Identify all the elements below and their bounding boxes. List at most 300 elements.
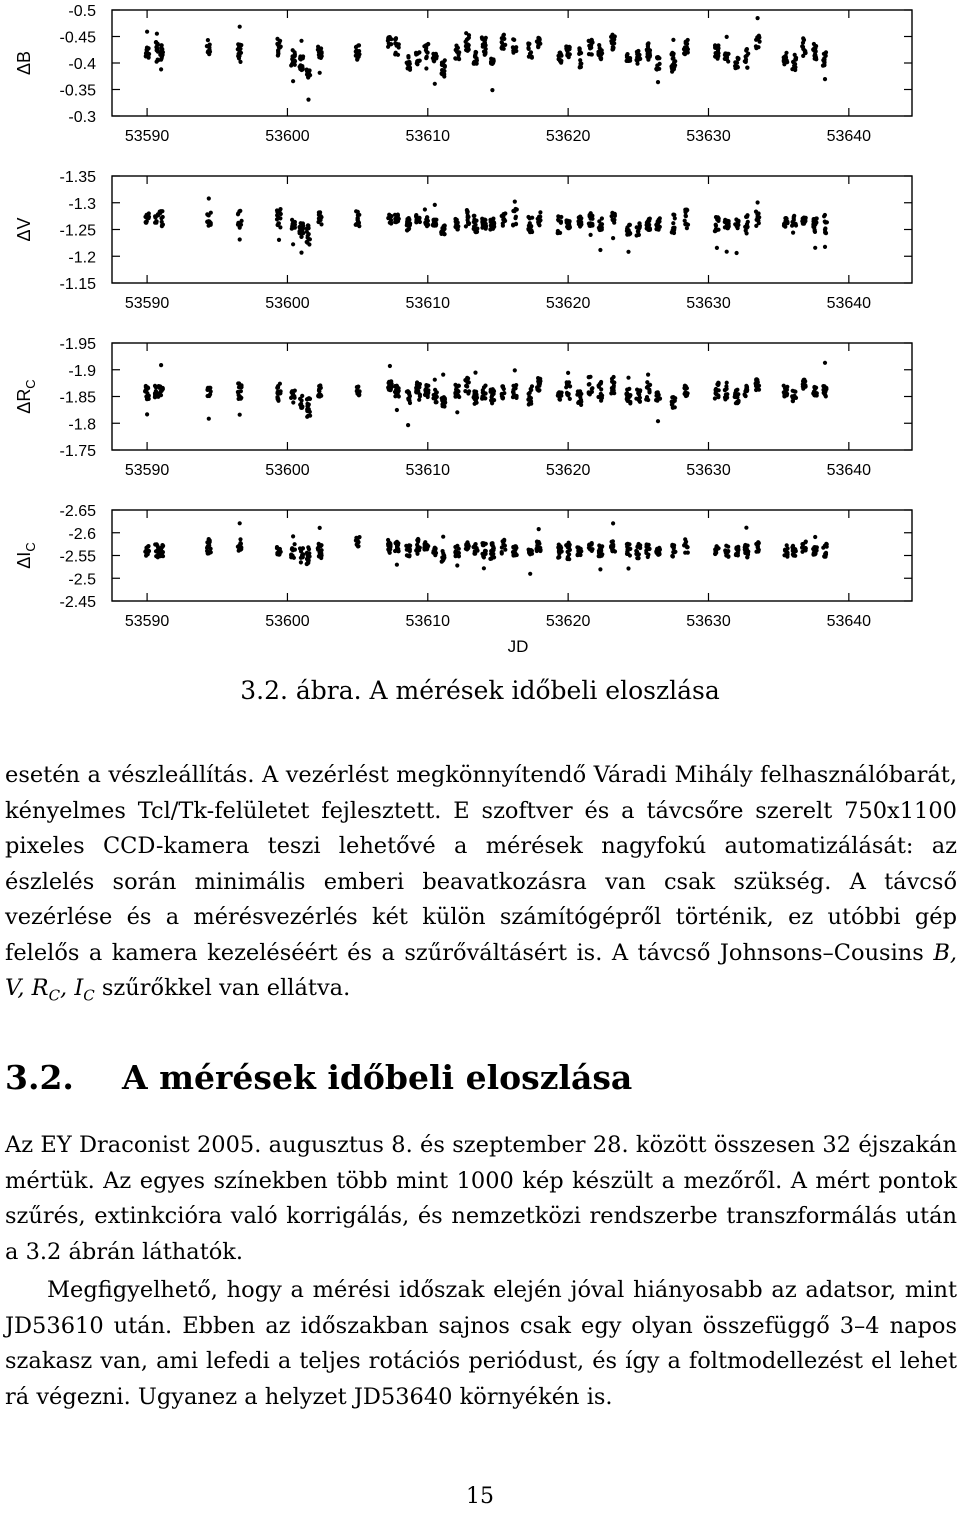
- data-point: [735, 222, 739, 226]
- data-point: [625, 552, 629, 556]
- panel-delta-v: [14, 169, 912, 312]
- data-point: [635, 550, 639, 554]
- filter-subscript-2: C: [83, 986, 95, 1005]
- data-point: [455, 50, 459, 54]
- data-point: [824, 54, 828, 58]
- data-point: [463, 389, 467, 393]
- data-point: [299, 235, 303, 239]
- data-point: [791, 546, 795, 550]
- data-point: [754, 542, 758, 546]
- data-point: [558, 398, 562, 402]
- data-point: [161, 554, 165, 558]
- data-point: [725, 35, 729, 39]
- data-point: [538, 210, 542, 214]
- data-point: [289, 553, 293, 557]
- panel-delta-ic: [14, 503, 912, 630]
- data-point: [530, 216, 534, 220]
- data-point: [511, 553, 515, 557]
- data-point: [293, 58, 297, 62]
- data-point: [489, 220, 493, 224]
- filters-text-2: , I: [60, 975, 84, 1001]
- data-point: [590, 549, 594, 553]
- y-axis-label-subscript: C: [23, 379, 38, 389]
- data-point: [276, 386, 280, 390]
- data-point: [389, 386, 393, 390]
- data-point: [648, 48, 652, 52]
- data-point: [207, 417, 211, 421]
- data-point: [481, 217, 485, 221]
- data-point: [793, 53, 797, 57]
- data-point: [527, 42, 531, 46]
- x-tick-label: 53590: [124, 295, 170, 312]
- y-axis-label-band: B: [14, 50, 34, 63]
- data-point: [423, 207, 427, 211]
- data-point: [433, 82, 437, 86]
- y-tick-label: -2.65: [59, 503, 96, 520]
- data-point: [744, 58, 748, 62]
- data-point: [147, 397, 151, 401]
- data-point: [513, 200, 517, 204]
- data-point: [500, 392, 504, 396]
- data-point: [484, 36, 488, 40]
- data-point: [407, 390, 411, 394]
- data-point: [646, 58, 650, 62]
- data-point: [207, 48, 211, 52]
- data-point: [355, 385, 359, 389]
- data-point: [442, 74, 446, 78]
- data-point: [635, 225, 639, 229]
- data-point: [587, 382, 591, 386]
- data-point: [733, 393, 737, 397]
- data-point: [727, 219, 731, 223]
- data-point: [526, 215, 530, 219]
- data-point: [590, 223, 594, 227]
- data-point: [290, 547, 294, 551]
- data-point: [424, 66, 428, 70]
- x-tick-label: 53640: [826, 295, 872, 312]
- data-point: [724, 553, 728, 557]
- data-point: [527, 550, 531, 554]
- data-point: [475, 56, 479, 60]
- y-axis-label: [14, 51, 34, 75]
- filter-subscript-1: C: [48, 986, 61, 1005]
- y-axis-label: [14, 542, 38, 568]
- data-point: [726, 545, 730, 549]
- data-point: [319, 218, 323, 222]
- data-point: [206, 551, 210, 555]
- data-point: [636, 230, 640, 234]
- data-point: [579, 65, 583, 69]
- data-point: [744, 526, 748, 530]
- data-point: [483, 549, 487, 553]
- data-point: [484, 222, 488, 226]
- data-point: [627, 232, 631, 236]
- y-axis-label: [14, 217, 34, 241]
- x-tick-label: 53630: [686, 128, 731, 145]
- data-point: [783, 386, 787, 390]
- data-point: [239, 223, 243, 227]
- data-point: [238, 541, 242, 545]
- data-point: [144, 215, 148, 219]
- data-point: [457, 384, 461, 388]
- data-point: [804, 51, 808, 55]
- x-tick-label: 53590: [124, 462, 170, 479]
- data-point: [145, 49, 149, 53]
- data-point: [308, 237, 312, 241]
- data-point: [589, 233, 593, 237]
- data-point: [647, 217, 651, 221]
- data-point: [291, 392, 295, 396]
- data-point: [655, 56, 659, 60]
- data-point: [785, 392, 789, 396]
- data-point: [490, 541, 494, 545]
- data-point: [716, 228, 720, 232]
- data-point: [466, 45, 470, 49]
- data-point: [529, 224, 533, 228]
- data-point: [441, 373, 445, 377]
- data-point: [405, 548, 409, 552]
- data-point: [319, 543, 323, 547]
- x-tick-label: 53610: [405, 295, 451, 312]
- data-point: [813, 52, 817, 56]
- data-point: [626, 566, 630, 570]
- y-tick-label: -2.5: [68, 571, 96, 589]
- x-tick-label: 53630: [686, 613, 731, 630]
- paragraph-3: Megfigyelhető, hogy a mérési időszak elején jóval hiányosabb az adatsor, mint JD53610 után. Ebben az időszakban sajnos csak egy olyan összefüggő 3–4 napos szakasz van, ami lefedi a teljes rotációs periódust, és így a foltmodellezést el lehet rá végezni. Ugyanez a helyzet JD53640 környékén is.: [5, 1277, 957, 1410]
- data-point: [715, 246, 719, 250]
- data-point: [415, 546, 419, 550]
- y-tick-label: -0.4: [68, 56, 96, 73]
- data-point: [354, 45, 358, 49]
- data-point: [754, 210, 758, 214]
- data-point: [824, 386, 828, 390]
- data-point: [656, 393, 660, 397]
- data-point: [305, 562, 309, 566]
- data-point: [155, 60, 159, 64]
- data-point: [408, 62, 412, 66]
- data-point: [291, 79, 295, 83]
- data-point: [466, 214, 470, 218]
- data-point: [824, 542, 828, 546]
- data-point: [513, 368, 517, 372]
- y-tick-label: -1.8: [68, 416, 96, 434]
- data-point: [736, 56, 740, 60]
- data-point: [716, 46, 720, 50]
- data-point: [159, 363, 163, 367]
- data-point: [356, 544, 360, 548]
- data-point: [587, 375, 591, 379]
- data-point: [435, 390, 439, 394]
- data-point: [144, 54, 148, 58]
- data-point: [577, 52, 581, 56]
- data-point: [578, 215, 582, 219]
- data-point: [395, 563, 399, 567]
- data-point: [823, 226, 827, 230]
- data-point: [686, 50, 690, 54]
- data-point: [482, 39, 486, 43]
- data-point: [432, 218, 436, 222]
- data-point: [612, 218, 616, 222]
- data-point: [725, 392, 729, 396]
- data-point: [464, 31, 468, 35]
- x-tick-label: 53590: [124, 613, 170, 630]
- y-tick-label: -1.75: [59, 443, 96, 460]
- data-point: [407, 216, 411, 220]
- x-tick-label: 53600: [265, 295, 310, 312]
- data-point: [207, 196, 211, 200]
- data-point: [393, 394, 397, 398]
- data-point: [501, 33, 505, 37]
- data-point: [609, 544, 613, 548]
- data-point: [393, 41, 397, 45]
- data-point: [526, 46, 530, 50]
- data-point: [209, 547, 213, 551]
- data-point: [725, 381, 729, 385]
- data-point: [305, 553, 309, 557]
- data-point: [433, 203, 437, 207]
- data-point: [683, 537, 687, 541]
- x-tick-label: 53600: [265, 128, 310, 145]
- x-tick-label: 53590: [124, 128, 170, 145]
- data-point: [564, 44, 568, 48]
- data-point: [415, 381, 419, 385]
- data-point: [472, 224, 476, 228]
- data-point: [455, 563, 459, 567]
- data-point: [821, 546, 825, 550]
- data-point: [155, 32, 159, 36]
- data-point: [756, 215, 760, 219]
- y-tick-label: -1.2: [68, 249, 96, 267]
- data-point: [589, 40, 593, 44]
- data-point: [159, 67, 163, 71]
- data-point: [791, 231, 795, 235]
- data-point: [238, 237, 242, 241]
- data-point: [598, 51, 602, 55]
- data-point: [822, 58, 826, 62]
- data-point: [823, 213, 827, 217]
- data-point: [683, 219, 687, 223]
- data-point: [408, 223, 412, 227]
- y-axis-label: [14, 379, 38, 413]
- data-point: [423, 221, 427, 225]
- data-point: [489, 59, 493, 63]
- data-point: [794, 223, 798, 227]
- data-point: [299, 560, 303, 564]
- data-point: [433, 378, 437, 382]
- data-point: [483, 50, 487, 54]
- data-point: [537, 222, 541, 226]
- y-tick-label: -0.5: [68, 3, 96, 20]
- data-point: [301, 555, 305, 559]
- y-axis-label-subscript: C: [23, 542, 38, 552]
- data-point: [456, 389, 460, 393]
- data-point: [432, 59, 436, 63]
- data-point: [145, 412, 149, 416]
- data-point: [558, 51, 562, 55]
- data-point: [635, 62, 639, 66]
- data-point: [291, 534, 295, 538]
- data-point: [502, 543, 506, 547]
- data-point: [567, 55, 571, 59]
- data-point: [626, 376, 630, 380]
- data-point: [415, 51, 419, 55]
- data-point: [208, 538, 212, 542]
- data-point: [647, 389, 651, 393]
- data-point: [278, 207, 282, 211]
- data-point: [575, 545, 579, 549]
- data-point: [414, 388, 418, 392]
- data-point: [823, 77, 827, 81]
- data-point: [611, 521, 615, 525]
- y-tick-label: -2.45: [59, 594, 96, 611]
- data-point: [723, 397, 727, 401]
- data-point: [685, 226, 689, 230]
- data-point: [812, 550, 816, 554]
- data-point: [155, 48, 159, 52]
- data-point: [790, 67, 794, 71]
- data-point: [537, 218, 541, 222]
- data-point: [454, 219, 458, 223]
- data-point: [823, 245, 827, 249]
- data-point: [475, 546, 479, 550]
- data-point: [565, 392, 569, 396]
- data-point: [306, 234, 310, 238]
- data-point: [579, 400, 583, 404]
- data-point: [431, 222, 435, 226]
- data-point: [611, 47, 615, 51]
- data-point: [686, 551, 690, 555]
- data-point: [291, 400, 295, 404]
- panel-delta-b: [14, 3, 912, 145]
- data-point: [238, 413, 242, 417]
- data-point: [756, 546, 760, 550]
- data-point: [793, 390, 797, 394]
- data-point: [529, 50, 533, 54]
- data-point: [209, 389, 213, 393]
- data-point: [790, 220, 794, 224]
- data-point: [503, 548, 507, 552]
- data-point: [474, 390, 478, 394]
- data-point: [418, 394, 422, 398]
- data-point: [613, 549, 617, 553]
- data-point: [355, 536, 359, 540]
- data-point: [306, 397, 310, 401]
- data-point: [441, 549, 445, 553]
- data-point: [812, 385, 816, 389]
- y-axis-label-delta: Δ: [14, 401, 34, 414]
- filters-text: B, V, R: [5, 939, 957, 1001]
- y-tick-label: -1.9: [68, 362, 96, 380]
- data-point: [646, 398, 650, 402]
- light-curve-figure: [0, 0, 960, 670]
- data-point: [756, 16, 760, 20]
- data-point: [292, 556, 296, 560]
- data-point: [598, 550, 602, 554]
- data-point: [612, 381, 616, 385]
- data-point: [598, 46, 602, 50]
- data-point: [157, 386, 161, 390]
- data-point: [636, 556, 640, 560]
- data-point: [239, 385, 243, 389]
- data-point: [388, 364, 392, 368]
- data-point: [491, 545, 495, 549]
- data-point: [474, 394, 478, 398]
- data-point: [511, 46, 515, 50]
- data-point: [160, 223, 164, 227]
- data-point: [535, 541, 539, 545]
- data-point: [638, 396, 642, 400]
- data-point: [823, 555, 827, 559]
- data-point: [318, 526, 322, 530]
- data-point: [466, 221, 470, 225]
- data-point: [784, 51, 788, 55]
- data-point: [503, 43, 507, 47]
- data-point: [305, 415, 309, 419]
- data-point: [407, 227, 411, 231]
- data-point: [682, 386, 686, 390]
- data-point: [208, 386, 212, 390]
- data-point: [238, 209, 242, 213]
- data-point: [236, 545, 240, 549]
- data-point: [587, 52, 591, 56]
- data-point: [536, 45, 540, 49]
- data-point: [611, 539, 615, 543]
- data-point: [670, 70, 674, 74]
- data-point: [635, 233, 639, 237]
- data-point: [387, 42, 391, 46]
- data-point: [512, 394, 516, 398]
- data-point: [481, 395, 485, 399]
- page-number: 15: [466, 1484, 494, 1509]
- data-point: [514, 215, 518, 219]
- data-point: [637, 222, 641, 226]
- data-point: [743, 543, 747, 547]
- data-point: [503, 219, 507, 223]
- data-point: [609, 35, 613, 39]
- x-tick-label: 53600: [265, 613, 310, 630]
- data-point: [480, 35, 484, 39]
- data-point: [305, 409, 309, 413]
- data-point: [474, 401, 478, 405]
- data-point: [735, 65, 739, 69]
- data-point: [723, 51, 727, 55]
- data-point: [275, 395, 279, 399]
- data-point: [293, 52, 297, 56]
- data-point: [514, 49, 518, 53]
- data-point: [158, 393, 162, 397]
- section-number: 3.2.: [5, 1058, 74, 1097]
- data-point: [320, 553, 324, 557]
- x-tick-label: 53620: [545, 462, 591, 479]
- data-point: [424, 43, 428, 47]
- data-point: [417, 216, 421, 220]
- data-point: [472, 214, 476, 218]
- data-point: [638, 543, 642, 547]
- data-point: [578, 48, 582, 52]
- y-tick-label: -1.25: [59, 222, 96, 240]
- y-tick-label: -1.85: [59, 389, 96, 407]
- paragraph-2: Az EY Draconist 2005. augusztus 8. és szeptember 28. között összesen 32 éjszakán mértük. Az egyes színekben több mint 1000 kép készült a mezőről. A mért pontok szűrés, extinkcióra való korrigálás, és nemzetközi rendszerbe transzformálás után a 3.2 ábrán láthatók.: [5, 1132, 957, 1265]
- data-point: [317, 387, 321, 391]
- data-point: [566, 221, 570, 225]
- data-point: [456, 46, 460, 50]
- data-point: [389, 221, 393, 225]
- paragraph-1-end: szűrőkkel van ellátva.: [94, 975, 351, 1001]
- data-point: [598, 567, 602, 571]
- data-point: [625, 227, 629, 231]
- x-tick-label: 53640: [826, 128, 872, 145]
- data-point: [300, 66, 304, 70]
